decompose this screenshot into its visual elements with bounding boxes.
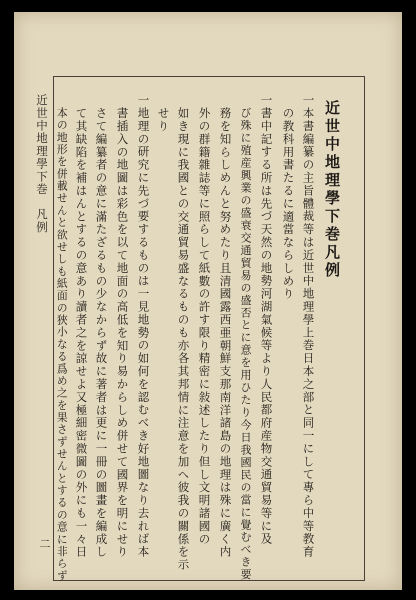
running-head-section: 凡例 bbox=[35, 208, 49, 234]
body-column: 一書中記する所は先づ天然の地勢河湖氣候等より人民都府産物交通貿易等に及 bbox=[259, 94, 274, 546]
body-column: 本の地形を併載せんと欲せしも紙面の狹小なる爲め之を果さずせんとするの意に非らず bbox=[55, 107, 69, 583]
section-heading: 近世中地理學下巻凡例 bbox=[323, 100, 341, 280]
body-column: せり bbox=[156, 107, 171, 133]
body-column: さて編纂者の意に滿たざるもの少なからず故に著者は更に一冊の圖畫を編成し bbox=[94, 107, 109, 559]
body-column: 外の群籍雜誌等に照らして紙數の許す限り精密に敍述したり但し文明諸國の bbox=[197, 107, 212, 546]
body-column: の教科用書たるに適當ならしめり bbox=[281, 107, 296, 301]
page-number: 二 bbox=[38, 538, 51, 549]
body-column: び殊に殖産興業の盛衰交通貿易の盛否とに意を用ひたり今日我國民の當に覺むべき要 bbox=[239, 107, 253, 581]
body-column: 書插入の地圖は彩色を以て地面の高低を知り易からしめ併せて國界を明にせり bbox=[115, 107, 130, 559]
body-column: て其缺陷を補はんとするの意あり讀者之を諒せよ又極細密微圖の外にも一々日 bbox=[74, 107, 89, 559]
body-column: 務を知らしめんと努めたり且清國露西亜朝鮮支那南洋諸島の地理は殊に廣く内 bbox=[218, 107, 233, 559]
body-column: 如き現に我國との交通貿易盛なるものも亦各其邦情に注意を加へ彼我の關係を示 bbox=[176, 107, 191, 572]
running-head-title: 近世中地理學下巻 bbox=[35, 94, 49, 196]
body-column: 一地理の研究に先づ要するものは一見地勢の如何を認むべき好地圖なり去れば本 bbox=[136, 94, 151, 559]
body-column: 一本書編纂の主旨體裁等は近世中地理學上巻日本之部と同一にして專ら中等教育 bbox=[301, 94, 316, 559]
